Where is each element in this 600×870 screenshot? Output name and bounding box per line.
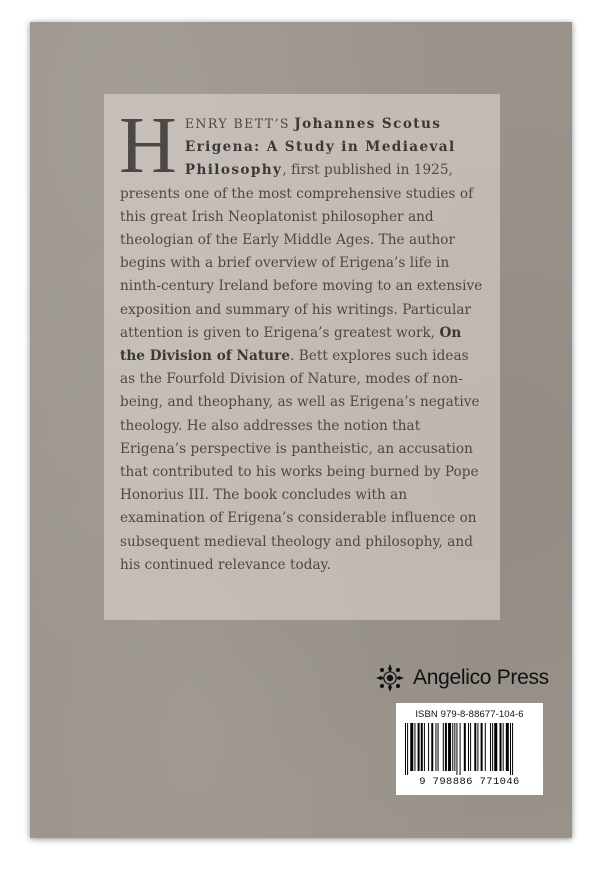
publisher-name: Angelico Press [413, 666, 549, 689]
book-title: Johannes Scotus Erigena: A Study in Mediaeval Philosophy [184, 116, 456, 179]
barcode-bar [452, 723, 453, 771]
barcode-bar [474, 723, 476, 771]
barcode-bar [435, 723, 436, 771]
barcode-bars [403, 723, 536, 775]
barcode-bar [460, 723, 461, 775]
barcode-bar [510, 723, 511, 775]
isbn-label: ISBN 979-8-88677-104-6 [415, 709, 524, 720]
barcode-bar [500, 723, 502, 771]
barcode-bar [477, 723, 478, 771]
barcode-bar [445, 723, 447, 771]
isbn-digits: 9 798886 771046 [419, 776, 520, 788]
publisher-imprint [375, 663, 549, 693]
barcode-bar [438, 723, 439, 771]
blurb-body-1: , first published in 1925, presents one of the most comprehensive studies of this great Irish Neoplatonist philosopher and theologian of the Early Middle Ages. The author begins with a brief overview of Erigena’s life in ninth-century Ireland before moving to an extensive exposition and summary of his writings. Particular attention is given to Erigena’s greatest work, [120, 162, 483, 341]
drop-cap: H [119, 102, 177, 190]
barcode-bar [418, 723, 420, 771]
barcode-bar [492, 723, 493, 771]
barcode-bar [454, 723, 455, 771]
barcode-bar [490, 723, 491, 771]
work-title: On the Division of Nature [120, 324, 462, 365]
barcode-bar [448, 723, 451, 771]
barcode-bar [481, 723, 483, 771]
blurb-lead: ENRY BETT’S [184, 116, 290, 131]
book-back-cover [30, 22, 572, 838]
barcode-bar [414, 723, 415, 771]
barcode-bar [424, 723, 425, 771]
barcode-bar [407, 723, 408, 775]
blurb-panel [104, 94, 500, 620]
blurb-body-2: . Bett explores such ideas as the Fourfold Division of Nature, modes of non-being, and theophany, as well as Erigena’s negative theology. He also addresses the notion that Erigena’s perspective is pantheistic, an accusation that contributed to his works being burned by Pope Honorius III. The book concludes with an examination of Erigena’s considerable influence on subsequent medieval theology and philosophy, and his continued relevance today. [120, 348, 480, 573]
barcode-bar [485, 723, 486, 771]
barcode-bar [468, 723, 469, 771]
isbn-barcode [396, 703, 543, 795]
barcode-bar [410, 723, 413, 771]
barcode-bar [506, 723, 509, 771]
barcode-bar [421, 723, 423, 771]
barcode-bar [431, 723, 433, 771]
barcode-bar [443, 723, 444, 771]
barcode-bar [512, 723, 513, 775]
blurb-text [119, 102, 486, 577]
barcode-bar [503, 723, 504, 771]
barcode-bar [464, 723, 466, 771]
barcode-bar [494, 723, 497, 771]
barcode-bar [456, 723, 457, 775]
barcode-bar [405, 723, 406, 775]
barcode-bar [470, 723, 471, 771]
barcode-bar [428, 723, 429, 771]
publisher-cross-logo-icon [375, 663, 405, 693]
